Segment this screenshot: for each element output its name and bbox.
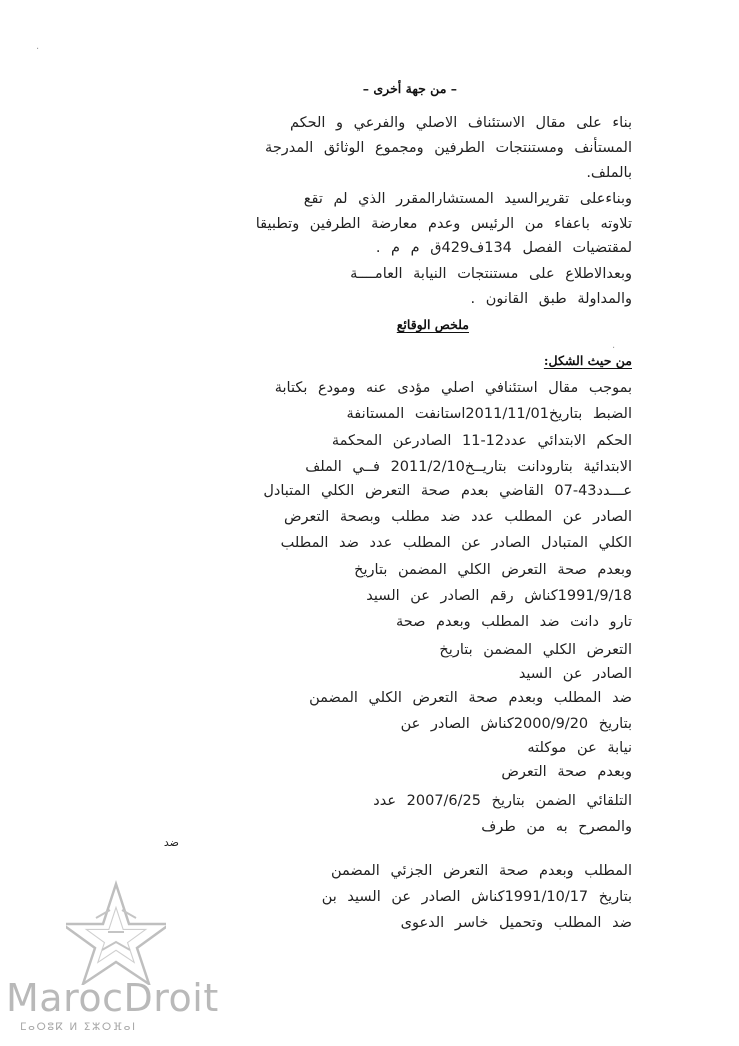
body-line: بتاريخ 1991/10/17كناش الصادر عن السيد بن bbox=[321, 889, 632, 905]
heading-form: من حيث الشكل: bbox=[543, 353, 632, 368]
body-line: الابتدائية بتارودانت بتاريــخ2011/2/10 فــي الملف bbox=[305, 459, 632, 475]
body-line: ضد bbox=[163, 836, 179, 849]
marocdroit-watermark-logo bbox=[4, 880, 219, 1040]
body-line: المطلب وبعدم صحة التعرض الجزئي المضمن bbox=[331, 863, 632, 879]
scan-speck: · bbox=[36, 44, 40, 55]
body-line: الكلي المتبادل الصادر عن المطلب عدد ضد المطلب bbox=[280, 535, 632, 551]
watermark-brand-name: MarocDroit bbox=[6, 976, 219, 1020]
intro-line: بالملف. bbox=[586, 165, 632, 181]
body-line: والمصرح به من طرف bbox=[481, 819, 632, 835]
intro-line: وبناءعلى تقريرالسيد المستشارالمقرر الذي لم تقع bbox=[303, 191, 632, 207]
body-line: بموجب مقال استئنافي اصلي مؤدى عنه ومودع بكتابة bbox=[274, 380, 632, 396]
intro-line: المستأنف ومستنتجات الطرفين ومجموع الوثائق المدرجة bbox=[265, 140, 632, 156]
heading-facts: ملخص الوقائع bbox=[396, 317, 469, 332]
body-line: التلقائي الضمن بتاريخ 2007/6/25 عدد bbox=[373, 793, 632, 809]
body-line: ضد المطلب وتحميل خاسر الدعوى bbox=[400, 915, 632, 931]
body-line: وبعدم صحة التعرض bbox=[501, 764, 632, 780]
intro-line: تلاوته باعفاء من الرئيس وعدم معارضة الطرفين وتطبيقا bbox=[255, 216, 632, 232]
body-line: وبعدم صحة التعرض الكلي المضمن بتاريخ bbox=[354, 562, 632, 578]
body-line: 1991/9/18كناش رقم الصادر عن السيد bbox=[366, 588, 632, 604]
watermark-tagline: ⵎⴰⵔⵓⴽ ⵍ ⵉⵣⵔⴼⴰⵏ bbox=[20, 1021, 137, 1033]
body-line: ضد المطلب وبعدم صحة التعرض الكلي المضمن bbox=[309, 690, 632, 706]
body-line: تارو دانت ضد المطلب وبعدم صحة bbox=[395, 614, 632, 630]
body-line: عـــدد43-07 القاضي بعدم صحة التعرض الكلي المتبادل bbox=[263, 483, 632, 499]
body-line: الصادر عن السيد bbox=[518, 666, 632, 682]
body-line: التعرض الكلي المضمن بتاريخ bbox=[439, 642, 632, 658]
body-line: الحكم الابتدائي عدد12-11 الصادرعن المحكمة bbox=[331, 433, 632, 449]
body-line: الضبط بتاريخ2011/11/01استانفت المستانفة bbox=[346, 406, 632, 422]
scan-speck: . bbox=[612, 340, 616, 351]
intro-line: لمقتضيات الفصل 134ف429ق م م . bbox=[375, 240, 632, 256]
body-line: نيابة عن موكلته bbox=[527, 740, 632, 756]
body-line: بتاريخ 2000/9/20كناش الصادر عن bbox=[400, 716, 632, 732]
heading-other-side: – من جهة أخرى – bbox=[362, 81, 457, 96]
intro-line: والمداولة طبق القانون . bbox=[470, 291, 632, 307]
star-icon bbox=[66, 880, 166, 985]
body-line: الصادر عن المطلب عدد ضد مطلب وبصحة التعرض bbox=[283, 509, 632, 525]
intro-line: وبعدالاطلاع على مستنتجات النيابة العامــــة bbox=[350, 266, 632, 282]
intro-line: بناء على مقال الاستئناف الاصلي والفرعي و الحكم bbox=[289, 115, 632, 131]
